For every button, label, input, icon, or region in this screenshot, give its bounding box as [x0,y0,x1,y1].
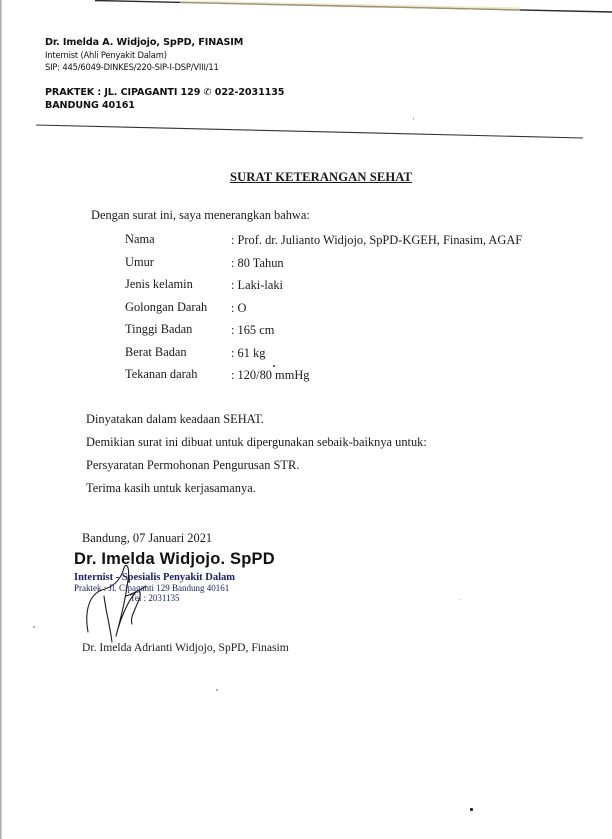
header-divider [0,0,612,160]
signature [60,560,180,650]
document-title: SURAT KETERANGAN SEHAT [230,170,413,184]
stamp-phone: Tel : 2031135 [130,593,180,603]
signer-name: Dr. Imelda Adrianti Widjojo, SpPD, Finasim [82,641,289,654]
scan-speck [413,117,414,120]
field-value: : Prof. dr. Julianto Widjojo, SpPD-KGEH, Finasim, AGAF [231,233,523,247]
scan-speck [470,808,473,811]
body-text [86,412,427,504]
scan-speck [216,689,218,691]
body-line: Persyaratan Permohonan Pengurusan STR. [86,458,300,472]
field-value: : Laki-laki [231,278,283,292]
body-line: Terima kasih untuk kerjasamanya. [86,481,256,495]
field-label: Tekanan darah [125,367,198,381]
intro-text: Dengan surat ini, saya menerangkan bahwa: [91,208,310,222]
phone-icon: ✆ [203,87,212,98]
field-value: : 165 cm [231,323,275,337]
letterhead-city: BANDUNG 40161 [45,100,135,111]
letterhead-doctor-name: Dr. Imelda A. Widjojo, SpPD, FINASIM [45,37,244,48]
field-value: : 61 kg [231,345,266,360]
field-label: Berat Badan [125,344,187,359]
field-value: : O [231,300,247,315]
date-line: Bandung, 07 Januari 2021 [82,531,213,545]
letterhead-phone: 022-2031135 [214,87,285,98]
scan-speck [33,626,35,628]
stamp-specialty: Internist - Spesialis Penyakit Dalam [74,572,236,583]
letterhead-specialty: Internist (Ahli Penyakit Dalam) [45,50,167,60]
field-label: Jenis kelamin [125,277,193,291]
field-value: : 80 Tahun [231,255,284,270]
field-value: : 120/80 mmHg [231,368,310,382]
field-label: Nama [125,232,155,246]
field-label: Golongan Darah [125,299,208,314]
letterhead-license: SIP: 445/6049-DINKES/220-SIP-I-DSP/VIII/11 [45,62,219,72]
stamp-address: Praktek : Jl. Cipaganti 129 Bandung 40161 [74,583,230,593]
scan-speck [273,365,275,367]
letterhead-address: PRAKTEK : JL. CIPAGANTI 129 [45,87,201,98]
body-line: Dinyatakan dalam keadaan SEHAT. [86,412,264,426]
field-label: Tinggi Badan [125,322,193,336]
field-label: Umur [125,254,154,269]
stamp-name: Dr. Imelda Widjojo. SpPD [74,550,275,568]
scan-speck [460,599,461,600]
body-line: Demikian surat ini dibuat untuk dipergunakan sebaik-baiknya untuk: [86,435,427,449]
